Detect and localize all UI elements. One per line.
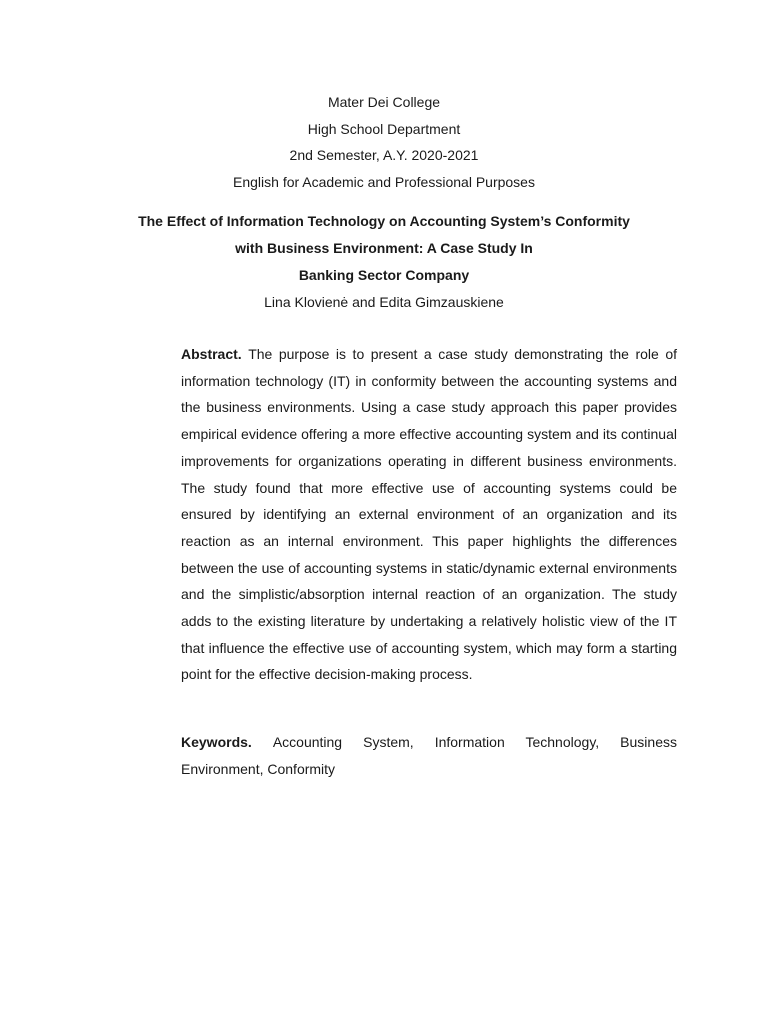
document-header [0, 89, 768, 195]
institution-name: Mater Dei College [327, 94, 441, 110]
department-name: High School Department [307, 120, 461, 137]
keywords-label: Keywords. [181, 734, 273, 750]
keywords-text: Accounting System, Information Technology, Business Environment, Conformity [181, 734, 677, 777]
paper-authors: Lina Klovienė and Edita Gimzauskiene [264, 294, 504, 310]
title-line-2: with Business Environment: A Case Study In [235, 240, 533, 256]
abstract-label: Abstract. [181, 346, 249, 362]
abstract-section [181, 341, 677, 688]
title-line-1: The Effect of Information Technology on Accounting System’s Conformity [138, 213, 630, 229]
paper-title [120, 208, 648, 289]
course-name: English for Academic and Professional Purposes [233, 173, 535, 190]
abstract-text: The purpose is to present a case study demonstrating the role of information technology (IT) in conformity between the accounting systems and the business environments. Using a case study approach this paper provides empirical evidence offering a more effective accounting system and its continual improvements for organizations operating in different business environments. The study found that more effective use of accounting systems could be ensured by identifying an external environment of an organization and its reaction as an internal environment. This paper highlights the differences between the use of accounting systems in static/dynamic external environments and the simplistic/absorption internal reaction of an organization. The study adds to the existing literature by undertaking a relatively holistic view of the IT that influence the effective use of accounting system, which may form a starting point for the effective decision-making process. [181, 346, 677, 683]
keywords-section [181, 729, 677, 782]
semester-info: 2nd Semester, A.Y. 2020-2021 [289, 147, 479, 163]
title-line-3: Banking Sector Company [298, 267, 470, 283]
